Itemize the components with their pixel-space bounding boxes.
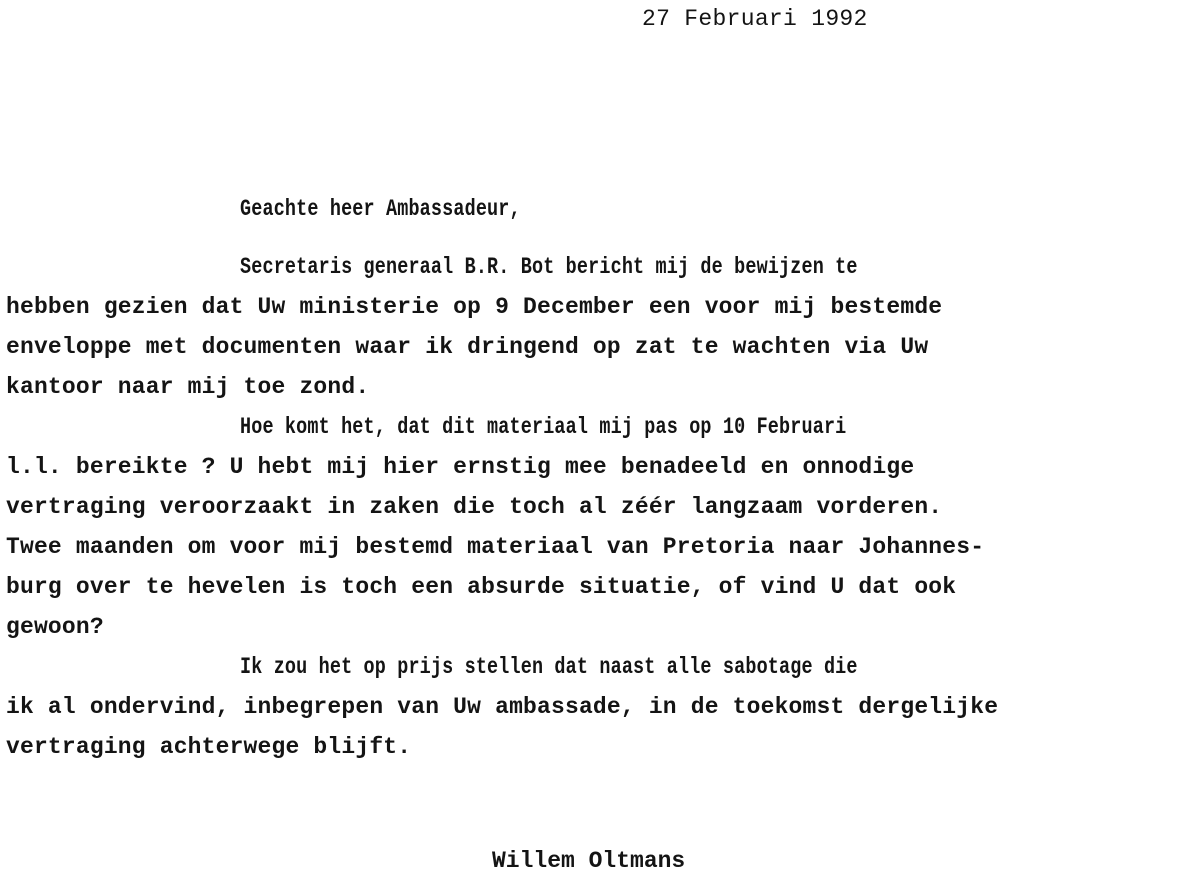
paragraph-3-line-2: ik al ondervind, inbegrepen van Uw ambassade, in de toekomst dergelijke	[6, 694, 999, 720]
letter-date: 27 Februari 1992	[642, 6, 868, 32]
paragraph-1-line-1: Secretaris generaal B.R. Bot bericht mij de bewijzen te	[240, 254, 858, 280]
paragraph-2-line-6: gewoon?	[6, 614, 104, 640]
paragraph-2-line-5: burg over te hevelen is toch een absurde situatie, of vind U dat ook	[6, 574, 957, 600]
paragraph-3-line-3: vertraging achterwege blijft.	[6, 734, 412, 760]
paragraph-1-line-2: hebben gezien dat Uw ministerie op 9 December een voor mij bestemde	[6, 294, 943, 320]
paragraph-1-line-4: kantoor naar mij toe zond.	[6, 374, 370, 400]
paragraph-2-line-1: Hoe komt het, dat dit materiaal mij pas op 10 Februari	[240, 414, 847, 440]
signature: Willem Oltmans	[492, 848, 686, 874]
paragraph-2-line-4: Twee maanden om voor mij bestemd materiaal van Pretoria naar Johannes-	[6, 534, 985, 560]
paragraph-2-line-3: vertraging veroorzaakt in zaken die toch al zéér langzaam vorderen.	[6, 494, 943, 520]
paragraph-3-line-1: Ik zou het op prijs stellen dat naast alle sabotage die	[240, 654, 858, 680]
salutation: Geachte heer Ambassadeur,	[240, 196, 521, 222]
paragraph-2-line-2: l.l. bereikte ? U hebt mij hier ernstig mee benadeeld en onnodige	[6, 454, 915, 480]
paragraph-1-line-3: enveloppe met documenten waar ik dringend op zat te wachten via Uw	[6, 334, 929, 360]
